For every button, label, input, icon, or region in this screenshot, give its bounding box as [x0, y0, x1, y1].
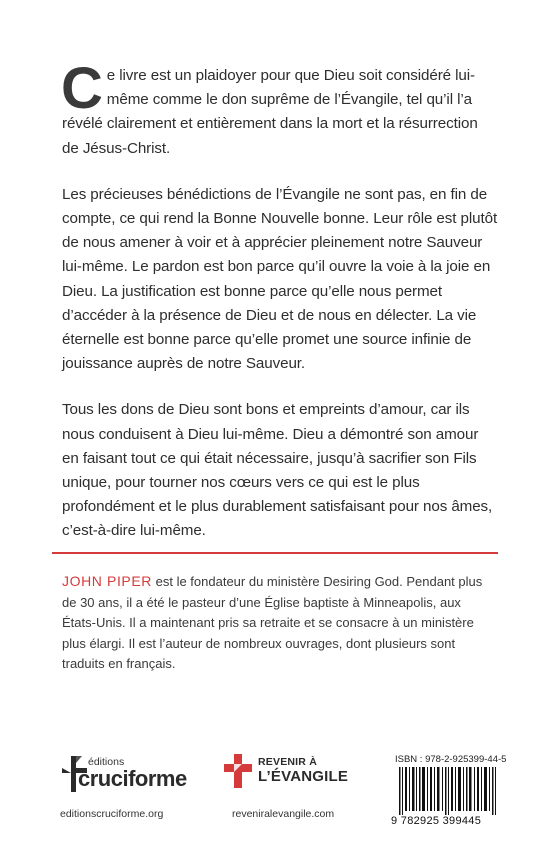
isbn-label: ISBN : 978-2-925399-44-5	[395, 754, 507, 765]
paragraph-1-text: e livre est un plaidoyer pour que Dieu soit considéré lui-même comme le don suprême de l’Évangile, tel qu’il l’a révélé clairement et entièrement dans la mort et la résurrection de Jésus-Christ.	[62, 67, 478, 157]
author-name: JOHN PIPER	[62, 573, 153, 589]
description	[61, 56, 498, 566]
cruciforme-logo	[60, 750, 200, 810]
divider-line	[52, 552, 498, 554]
barcode-bars-icon	[391, 767, 507, 815]
cruciforme-big-text: cruciforme	[78, 766, 187, 791]
author-bio	[62, 571, 498, 675]
barcode	[391, 750, 507, 827]
paragraph-3: Tous les dons de Dieu sont bons et empreints d’amour, car ils nous conduisent à Dieu lui-même. Dieu a démontré son amour en faisant tout ce qui était nécessaire, jusqu’à sacrifier son Fils unique, pour tourner nos cœurs vers ce qui est le plus profondément et le plus durablement satisfaisant pour nos âmes, c’est-à-dire lui-même.	[62, 401, 493, 540]
author-bio-text: est le fondateur du ministère Desiring God. Pendant plus de 30 ans, il a été le pasteur d’une Église baptiste à Minneapolis, aux États-Unis. Il a maintenant pris sa retraite et se consacre à un ministère plus élargi. Il est l’auteur de nombreux ouvrages, dont plusieurs sont traduits en français.	[62, 574, 483, 671]
revenir-line2: L’ÉVANGILE	[258, 768, 349, 785]
paragraph-1	[61, 56, 498, 161]
red-cross-icon	[222, 752, 254, 790]
footer	[0, 750, 550, 850]
cruciforme-website: editionscruciforme.org	[60, 808, 164, 820]
revenir-website: reveniralevangile.com	[232, 808, 335, 820]
barcode-digits: 9 782925 399445	[391, 815, 482, 827]
revenir-logo	[218, 750, 358, 810]
revenir-line1: REVENIR À	[258, 756, 317, 768]
cruciforme-small-text: éditions	[88, 756, 125, 768]
drop-cap: C	[61, 56, 103, 121]
paragraph-2: Les précieuses bénédictions de l’Évangile ne sont pas, en fin de compte, ce qui rend la Bonne Nouvelle bonne. Leur rôle est plutôt de nous amener à voir et à apprécier pleinement notre Sauveur lui-même. Le pardon est bon parce qu’il ouvre la voie à la joie en Dieu. La justification est bonne parce qu’elle nous permet d’accéder à la présence de Dieu et de nous en délecter. La vie éternelle est bonne parce qu’elle promet une source infinie de jouissance auprès de notre Sauveur.	[62, 185, 498, 373]
